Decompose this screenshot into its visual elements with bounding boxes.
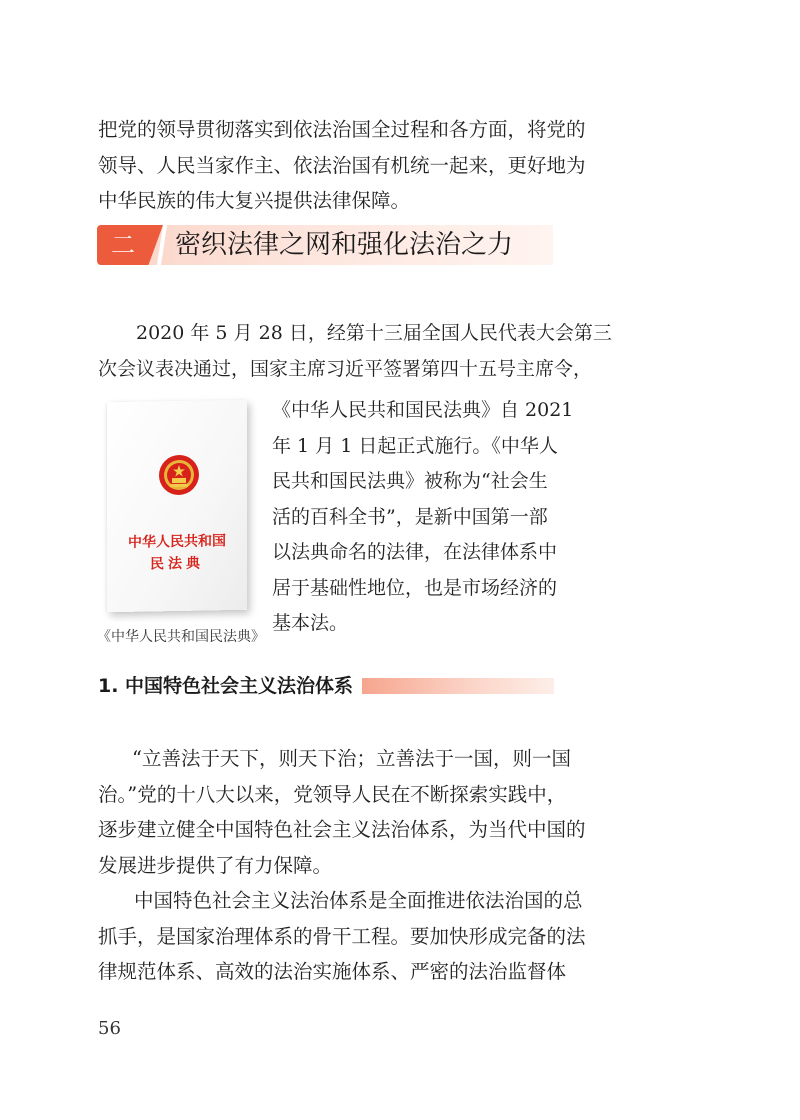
book-cover [107,400,247,612]
text-line: 领导、人民当家作主、依法治国有机统一起来，更好地为 [98,153,586,177]
national-emblem-icon [157,453,201,498]
text-line: 中国特色社会主义法治体系是全面推进依法治国的总 [134,889,583,912]
subsection-decoration-bar [362,678,554,694]
text-line: 次会议表决通过，国家主席习近平签署第四十五号主席令， [98,357,593,380]
text-line: 中华民族的伟大复兴提供法律保障。 [98,189,411,212]
text-line: 把党的领导贯彻落实到依法治国全过程和各方面，将党的 [98,118,586,141]
text-line: “立善法于天下，则天下治；立善法于一国，则一国 [132,747,571,770]
text-line: 年 1 月 1 日起正式施行。《中华人 [272,434,558,457]
image-caption: 《中华人民共和国民法典》 [97,629,265,645]
subsection-heading [98,672,554,700]
civil-code-wrapped-text [272,393,574,642]
body-paragraph-1 [98,741,586,883]
book-title-line2: 民法典 [150,555,204,573]
book-title-line1: 中华人民共和国 [128,533,226,551]
text-line: 抓手，是国家治理体系的骨干工程。要加快形成完备的法 [98,924,586,948]
body-paragraph-2 [98,883,586,990]
text-line: 律规范体系、高效的法治实施体系、严密的法治监督体 [98,960,567,983]
text-line: 2020 年 5 月 28 日，经第十三届全国人民代表大会第三 [136,322,612,344]
section-banner [97,225,553,265]
text-line: 居于基础性地位，也是市场经济的 [272,576,558,599]
subsection-title: 1. 中国特色社会主义法治体系 [98,675,354,697]
text-line: 发展进步提供了有力保障。 [98,853,333,877]
section-title: 密织法律之网和强化法治之力 [175,230,514,260]
text-line: 基本法。 [272,612,349,634]
civil-code-book-image [97,395,259,625]
text-line: 《中华人民共和国民法典》自 2021 [272,399,574,421]
page-number: 56 [98,1018,121,1039]
text-line: 治。”党的十八大以来，党领导人民在不断探索实践中， [98,782,567,806]
text-line: 逐步建立健全中国特色社会主义法治体系，为当代中国的 [98,818,586,841]
text-line: 以法典命名的法律，在法律体系中 [272,541,558,563]
section-number: 二 [111,231,135,259]
text-line: 民共和国民法典》被称为“社会生 [272,470,548,492]
text-line: 活的百科全书”，是新中国第一部 [272,505,548,528]
civil-code-paragraph [98,316,612,387]
intro-paragraph [98,112,586,219]
